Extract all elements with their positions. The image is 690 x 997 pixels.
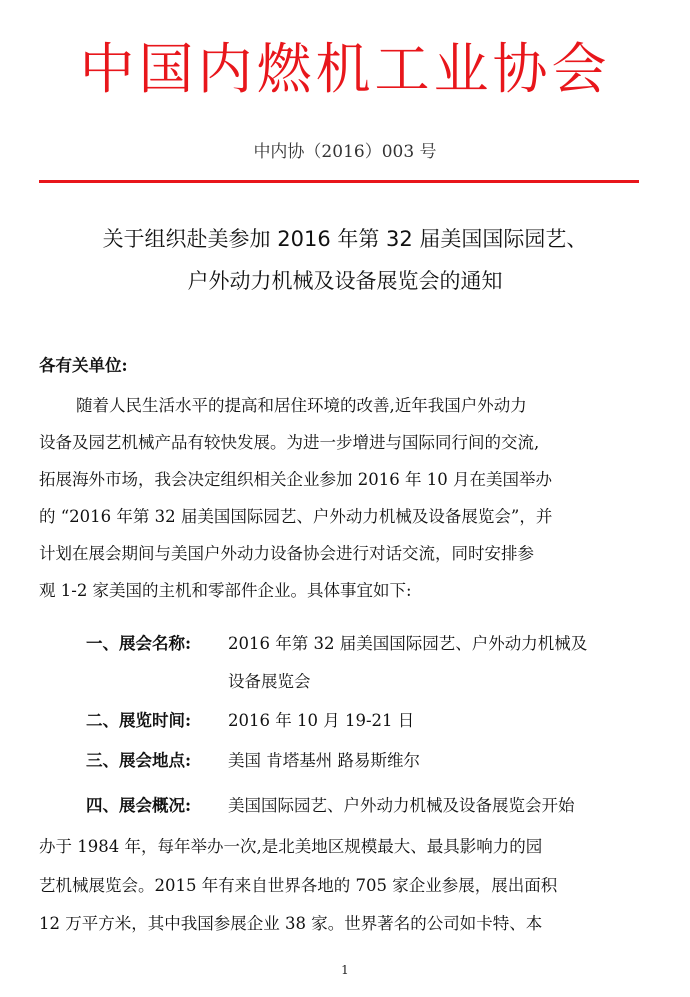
notice-title-line-1: 关于组织赴美参加 2016 年第 32 届美国国际园艺、: [102, 227, 588, 251]
item-4-line: 办于 1984 年，每年举办一次,是北美地区规模最大、最具影响力的园: [39, 837, 543, 856]
organization-name: 中国内燃机工业协会: [79, 37, 611, 101]
item-4-value: 美国国际园艺、户外动力机械及设备展览会开始: [228, 796, 575, 815]
item-4-label: 四、展会概况:: [86, 796, 192, 815]
intro-line: 计划在展会期间与美国户外动力设备协会进行对话交流，同时安排参: [39, 544, 534, 563]
document-number: 中内协（2016）003 号: [253, 142, 437, 162]
item-1-label: 一、展会名称:: [86, 634, 192, 653]
item-1-value: 2016 年第 32 届美国国际园艺、户外动力机械及: [228, 634, 588, 653]
notice-title-line-2: 户外动力机械及设备展览会的通知: [187, 269, 503, 293]
red-divider: [39, 180, 639, 183]
item-3-value: 美国 肯塔基州 路易斯维尔: [228, 751, 420, 770]
intro-line: 的 “2016 年第 32 届美国国际园艺、户外动力机械及设备展览会”，并: [39, 507, 553, 526]
item-1-value-continued: 设备展览会: [228, 672, 311, 691]
intro-line: 观 1-2 家美国的主机和零部件企业。具体事宜如下:: [39, 581, 412, 600]
item-4-line: 艺机械展览会。2015 年有来自世界各地的 705 家企业参展，展出面积: [39, 876, 558, 895]
item-3-label: 三、展会地点:: [86, 751, 192, 770]
intro-line: 拓展海外市场，我会决定组织相关企业参加 2016 年 10 月在美国举办: [39, 470, 552, 489]
item-4-line: 12 万平方米，其中我国参展企业 38 家。世界著名的公司如卡特、本: [39, 914, 543, 933]
item-2-value: 2016 年 10 月 19-21 日: [228, 711, 415, 730]
intro-line: 设备及园艺机械产品有较快发展。为进一步增进与国际同行间的交流,: [39, 433, 540, 452]
salutation: 各有关单位:: [39, 356, 128, 375]
page-number: 1: [341, 963, 349, 977]
item-2-label: 二、展览时间:: [86, 711, 192, 730]
intro-line: 随着人民生活水平的提高和居住环境的改善,近年我国户外动力: [76, 396, 527, 415]
